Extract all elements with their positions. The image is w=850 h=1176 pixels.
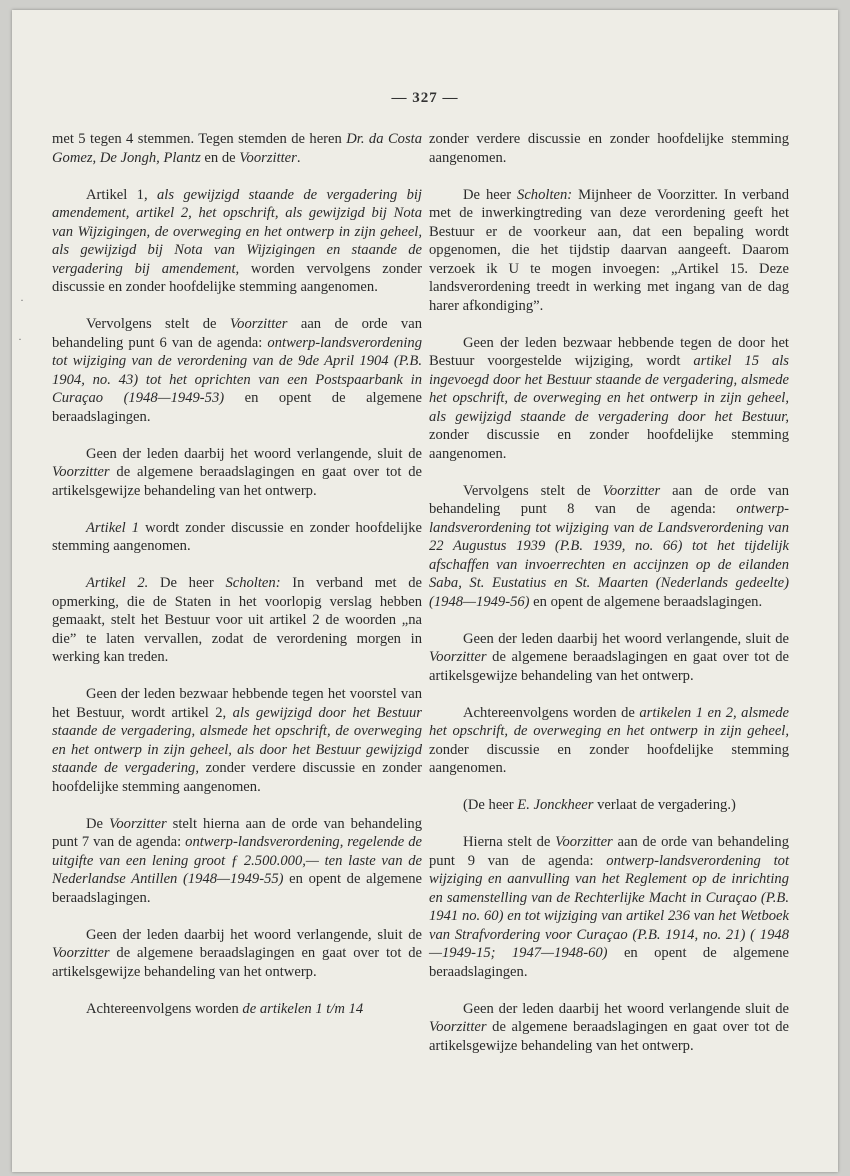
right-column xyxy=(429,130,789,1074)
paragraph: Achtereenvolgens worden de artikelen 1 en 2, alsmede het opschrift, de overweging en het ontwerp in zijn geheel, zonder discussie en zonder hoofdelijke stemming aangenomen. xyxy=(429,704,789,776)
paragraph: Geen der leden daarbij het woord verlangende sluit de Voorzitter de algemene beraadslagingen en gaat over tot de artikelsgewijze behandeling van het ontwerp. xyxy=(429,1000,789,1054)
paragraph: met 5 tegen 4 stemmen. Tegen stemden de heren Dr. da Costa Gomez, De Jongh, Plantz en de Voorzitter. xyxy=(52,131,423,166)
paragraph: Geen der leden daarbij het woord verlangende, sluit de Voorzitter de algemene beraadslagingen en gaat over tot de artikelsgewijze behandeling van het ontwerp. xyxy=(429,630,789,684)
left-column xyxy=(52,130,422,1037)
paragraph: Hierna stelt de Voorzitter aan de orde van behandeling punt 9 van de agenda: ontwerp-landsverordening tot wijziging en aanvulling van het Reglement op de inrichting en samenstelling van de Rechterlijke Macht in Curaçao (P.B. 1941 no. 60) en tot wijziging van artikel 236 van het Wetboek van Strafvordering voor Curaçao (P.B. 1914, no. 21) ( 1948—1949-15; 1947—1948-60) en opent de algemene beraadslagingen. xyxy=(429,834,790,980)
paragraph: Geen der leden daarbij het woord verlangende, sluit de Voorzitter de algemene beraadslagingen en gaat over tot de artikelsgewijze behandeling van het ontwerp. xyxy=(52,445,422,499)
paragraph: Artikel 1, als gewijzigd staande de vergadering bij amendement, artikel 2, het opschrift, als gewijzigd bij Nota van Wijzigingen, de overweging en het ontwerp in zijn geheel, als gewijzigd bij Nota van Wijzigingen en staande de vergadering bij amendement, worden vervolgens zonder discussie en zonder hoofdelijke stemming aangenomen. xyxy=(52,186,422,295)
paragraph: Artikel 1 wordt zonder discussie en zonder hoofdelijke stemming aangenomen. xyxy=(52,519,422,554)
page-number: — 327 — xyxy=(391,90,459,106)
paragraph: De heer Scholten: Mijnheer de Voorzitter. In verband met de inwerkingtreding van deze verordening geeft het Bestuur er de voorkeur aan, dat een bepaling wordt opgenomen, die het tijdstip daarvan aangeeft. Daarom verzoek ik U te mogen invoegen: „Artikel 15. Deze landsverordening treedt in werking met ingang van de dag harer afkondiging”. xyxy=(429,186,789,314)
paragraph: Vervolgens stelt de Voorzitter aan de orde van behandeling punt 8 van de agenda: ontwerp-landsverordening tot wijziging van de Landsverordening van 22 Augustus 1939 (P.B. 1939, no. 66) tot het tijdelijk afschaffen van invoerrechten en accijnzen op de eilanden Saba, St. Eustatius en St. Maarten (Nederlands gedeelte) (1948—1949-56) en opent de algemene beraadslagingen. xyxy=(429,482,790,610)
paragraph: Achtereenvolgens worden de artikelen 1 t/m 14 xyxy=(86,1000,364,1017)
margin-mark: · xyxy=(18,332,22,346)
paragraph: Artikel 2. De heer Scholten: In verband met de opmerking, die de Staten in het voorlopig verslag hebben gemaakt, stelt het Bestuur voor uit artikel 2 de woorden „na die” te laten vervallen, zodat de verordening morgen in werking kan treden. xyxy=(52,575,423,665)
paragraph: De Voorzitter stelt hierna aan de orde van behandeling punt 7 van de agenda: ontwerp-landsverordening, regelende de uitgifte van een lening groot ƒ 2.500.000,— ten laste van de Nederlandse Antillen (1948—1949-55) en opent de algemene beraadslagingen. xyxy=(52,815,422,906)
paragraph: Vervolgens stelt de Voorzitter aan de orde van behandeling punt 6 van de agenda: ontwerp-landsverordening tot wijziging van de verordening van de 9de April 1904 (P.B. 1904, no. 43) tot het oprichten van een Postspaarbank in Curaçao (1948—1949-53) en opent de algemene beraadslagingen. xyxy=(52,316,423,425)
paragraph: Geen der leden bezwaar hebbende tegen de door het Bestuur voorgestelde wijziging, wordt artikel 15 als ingevoegd door het Bestuur staande de vergadering, alsmede het opschrift, de overweging en het ontwerp in zijn geheel, als gewijzigd staande de vergadering door het Bestuur, zonder discussie en zonder hoofdelijke stemming aangenomen. xyxy=(429,334,789,462)
margin-mark: · xyxy=(20,293,24,307)
paragraph: Geen der leden daarbij het woord verlangende, sluit de Voorzitter de algemene beraadslagingen en gaat over tot de artikelsgewijze behandeling van het ontwerp. xyxy=(52,926,422,980)
page-sheet xyxy=(12,10,838,1172)
paragraph: zonder verdere discussie en zonder hoofdelijke stemming aangenomen. xyxy=(429,131,789,166)
paragraph: Geen der leden bezwaar hebbende tegen het voorstel van het Bestuur, wordt artikel 2, als gewijzigd door het Bestuur staande de vergadering, alsmede het opschrift, de overweging en het ontwerp in zijn geheel, als door het Bestuur gewijzigd staande de vergadering, zonder verdere discussie en zonder hoofdelijke stemming aangenomen. xyxy=(52,686,422,795)
paragraph: (De heer E. Jonckheer verlaat de vergadering.) xyxy=(463,797,736,813)
